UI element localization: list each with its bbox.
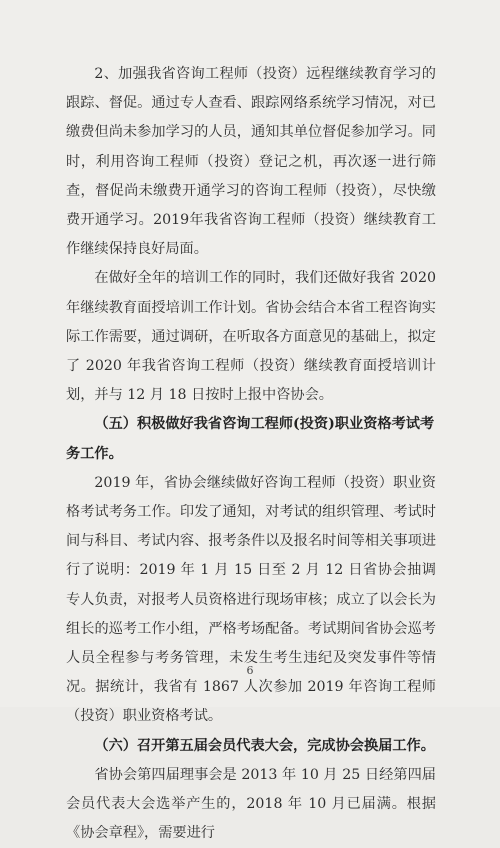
page-number: 6 — [246, 664, 254, 677]
paragraph-continuing-education: 2、加强我省咨询工程师（投资）远程继续教育学习的跟踪、督促。通过专人查看、跟踪网络系统学习情况，对已缴费但尚未参加学习的人员，通知其单位督促参加学习。同时，利用咨询工程师（投资）登记之机，再次逐一进行筛查，督促尚未缴费开通学习的咨询工程师（投资），尽快缴费开通学习。2019年我省咨询工程师（投资）继续教育工作继续保持良好局面。 — [66, 66, 436, 258]
paragraph-member-congress: 省协会第四届理事会是 2013 年 10 月 25 日经第四届会员代表大会选举产生的，2018 年 10 月已届满。根据《协会章程》，需要进行 — [66, 766, 436, 842]
paragraph-training-plan: 在做好全年的培训工作的同时，我们还做好我省 2020 年继续教育面授培训工作计划。省协会结合本省工程咨询实际工作需要，通过调研，在听取各方面意见的基础上，拟定了 2020 年我省咨询工程师（投资）继续教育面授培训计划，并与 12 月 18 日按时上报中咨协会。 — [66, 270, 436, 404]
paragraph-exam-affairs: 2019 年，省协会继续做好咨询工程师（投资）职业资格考试考务工作。印发了通知，对考试的组织管理、考试时间与科目、考试内容、报考条件以及报名时间等相关事项进行了说明：2019 年 1 月 15 日至 2 月 12 日省协会抽调专人负责，对报考人员资格进行现场审核；成立了以会长为组长的巡考工作小组，严格考场配备。考试期间省协会巡考人员全程参与考务管理，未发生考生违纪及突发事件等情况。据统计，我省有 1867 人次参加 2019 年咨询工程师（投资）职业资格考试。 — [66, 474, 436, 725]
heading-section-five: （五）积极做好我省咨询工程师(投资)职业资格考试考务工作。 — [66, 416, 435, 462]
heading-section-six: （六）召开第五届会员代表大会，完成协会换届工作。 — [94, 737, 435, 754]
document-body — [66, 60, 436, 848]
